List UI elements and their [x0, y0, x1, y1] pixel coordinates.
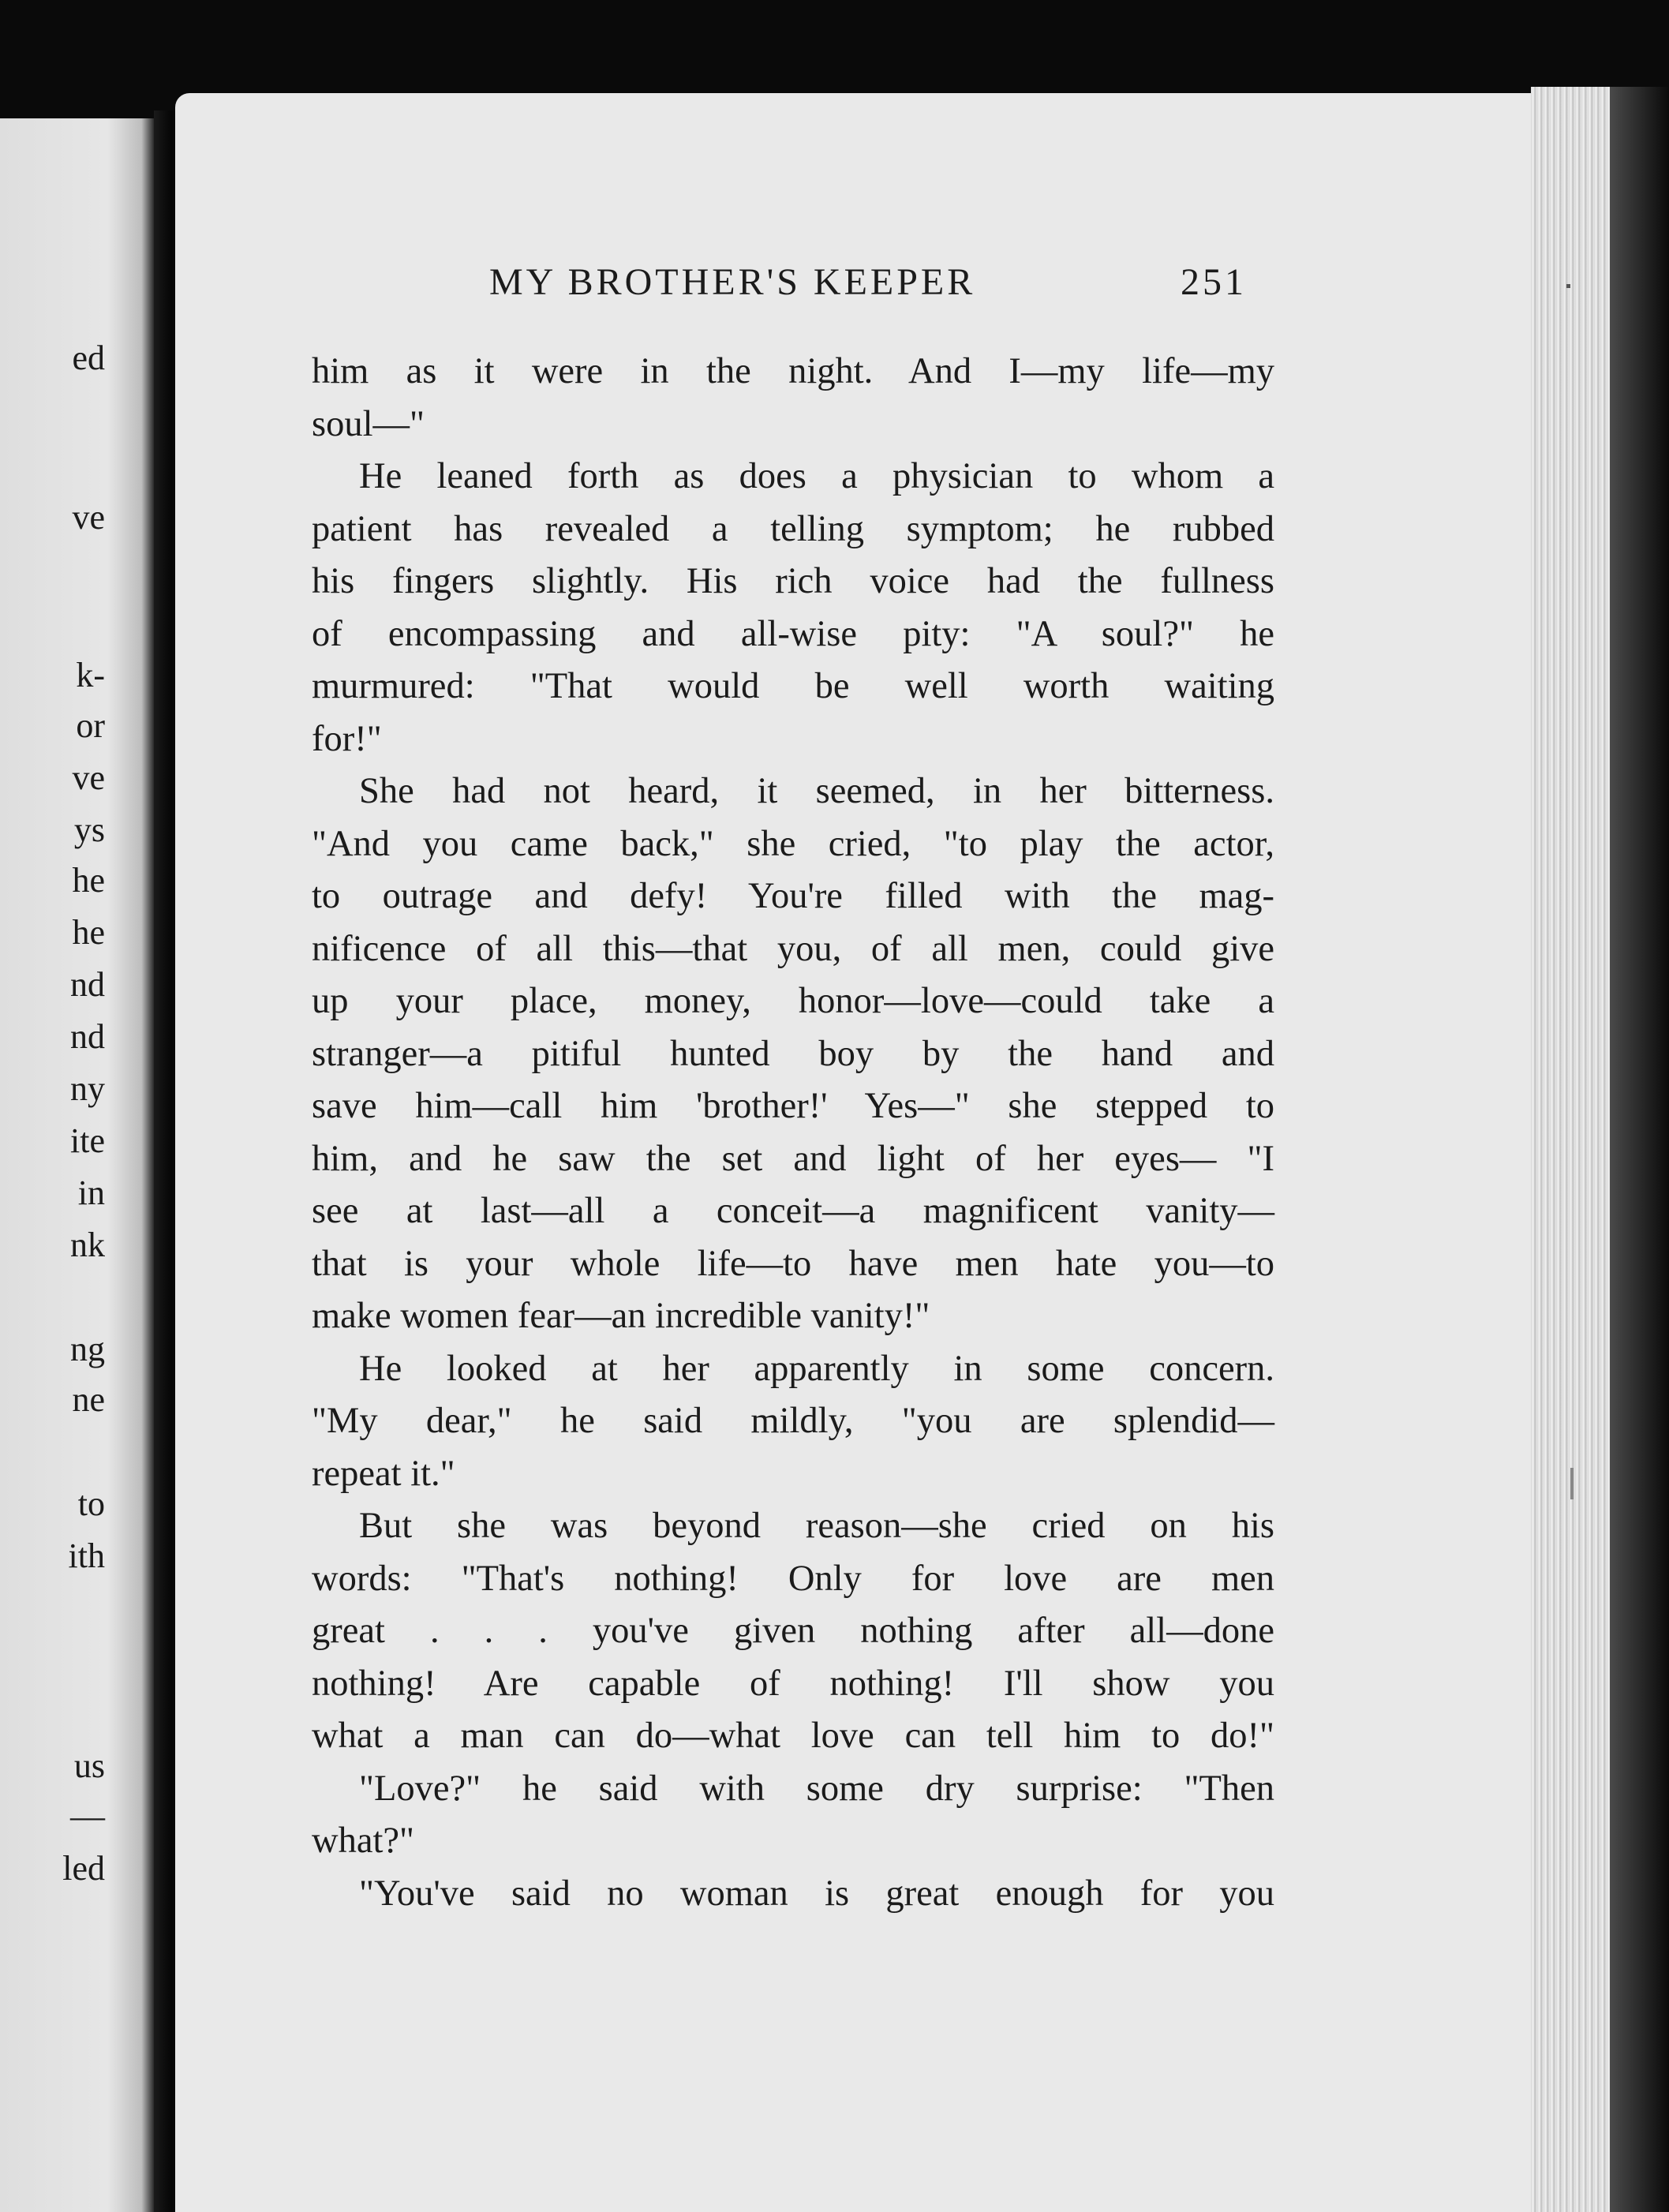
text-line: But she was beyond reason—she cried on his	[359, 1506, 1274, 1546]
text-line: his fingers slightly. His rich voice had the fullness	[312, 561, 1274, 601]
text-line: what?"	[312, 1821, 415, 1861]
text-line: what a man can do—what love can tell him to do!"	[312, 1716, 1274, 1756]
left-page-fragment: ng	[70, 1330, 105, 1368]
text-line: murmured: "That would be well worth waiting	[312, 666, 1274, 706]
text-line: "You've said no woman is great enough for you	[359, 1873, 1274, 1914]
text-line: great . . . you've given nothing after all—done	[312, 1611, 1274, 1651]
left-page-fragment: ne	[72, 1380, 105, 1419]
left-page-fragment: ite	[70, 1121, 105, 1160]
left-page-fragment: or	[76, 706, 105, 745]
left-page-fragment: ith	[68, 1536, 105, 1575]
text-line: "And you came back," she cried, "to play the actor,	[312, 823, 1274, 864]
text-line: patient has revealed a telling symptom; he rubbed	[312, 508, 1274, 549]
left-page-fragment: he	[72, 861, 105, 900]
left-page-fragment: nd	[70, 965, 105, 1004]
text-line: She had not heard, it seemed, in her bitterness.	[359, 771, 1274, 811]
left-page-fragment: ve	[72, 498, 105, 537]
text-line: see at last—all a conceit—a magnificent vanity—	[312, 1191, 1274, 1231]
left-page-fragment: ny	[70, 1069, 105, 1108]
text-line: nificence of all this—that you, of all men, could give	[312, 928, 1274, 969]
left-page-fragment: ve	[72, 758, 105, 797]
text-line: He looked at her apparently in some concern.	[359, 1348, 1274, 1389]
text-line: up your place, money, honor—love—could take a	[312, 981, 1274, 1021]
text-line: repeat it."	[312, 1453, 455, 1494]
text-line: save him—call him 'brother!' Yes—" she stepped to	[312, 1086, 1274, 1126]
scan-speck	[1570, 1468, 1574, 1499]
text-line: for!"	[312, 718, 382, 759]
text-line: make women fear—an incredible vanity!"	[312, 1296, 930, 1336]
text-line: soul—"	[312, 403, 425, 444]
left-page-fragment: ed	[72, 339, 105, 377]
body-text	[312, 346, 1274, 1920]
left-page-fragment: nk	[70, 1226, 105, 1264]
left-page-fragment: he	[72, 913, 105, 952]
page-edge-shadow	[1610, 87, 1669, 2212]
text-line: him, and he saw the set and light of her eyes— "I	[312, 1138, 1274, 1179]
left-page-fragment: nd	[70, 1017, 105, 1056]
page-number: 251	[1181, 261, 1247, 303]
text-line: He leaned forth as does a physician to whom a	[359, 456, 1274, 496]
left-page-fragment: ys	[73, 810, 105, 849]
left-facing-page	[0, 118, 154, 2212]
left-page-fragment: to	[77, 1484, 105, 1523]
text-line: "My dear," he said mildly, "you are splendid—	[312, 1401, 1274, 1441]
text-line: of encompassing and all-wise pity: "A soul?" he	[312, 613, 1274, 654]
text-line: him as it were in the night. And I—my life—my	[312, 351, 1274, 391]
text-line: nothing! Are capable of nothing! I'll show you	[312, 1663, 1274, 1704]
left-page-fragment: k-	[76, 656, 105, 694]
text-line: stranger—a pitiful hunted boy by the hand and	[312, 1033, 1274, 1074]
text-line: that is your whole life—to have men hate you—to	[312, 1243, 1274, 1284]
left-page-fragment: led	[62, 1849, 105, 1888]
left-page-fragment: us	[73, 1746, 105, 1785]
running-head-title: MY BROTHER'S KEEPER	[489, 261, 976, 303]
running-head	[489, 260, 1247, 304]
left-page-fragment: —	[70, 1797, 105, 1836]
left-page-fragment: in	[77, 1173, 105, 1212]
text-line: words: "That's nothing! Only for love are men	[312, 1558, 1274, 1599]
text-line: to outrage and defy! You're filled with the mag-	[312, 876, 1274, 916]
scan-speck	[1566, 284, 1570, 288]
text-line: "Love?" he said with some dry surprise: "Then	[359, 1768, 1274, 1809]
